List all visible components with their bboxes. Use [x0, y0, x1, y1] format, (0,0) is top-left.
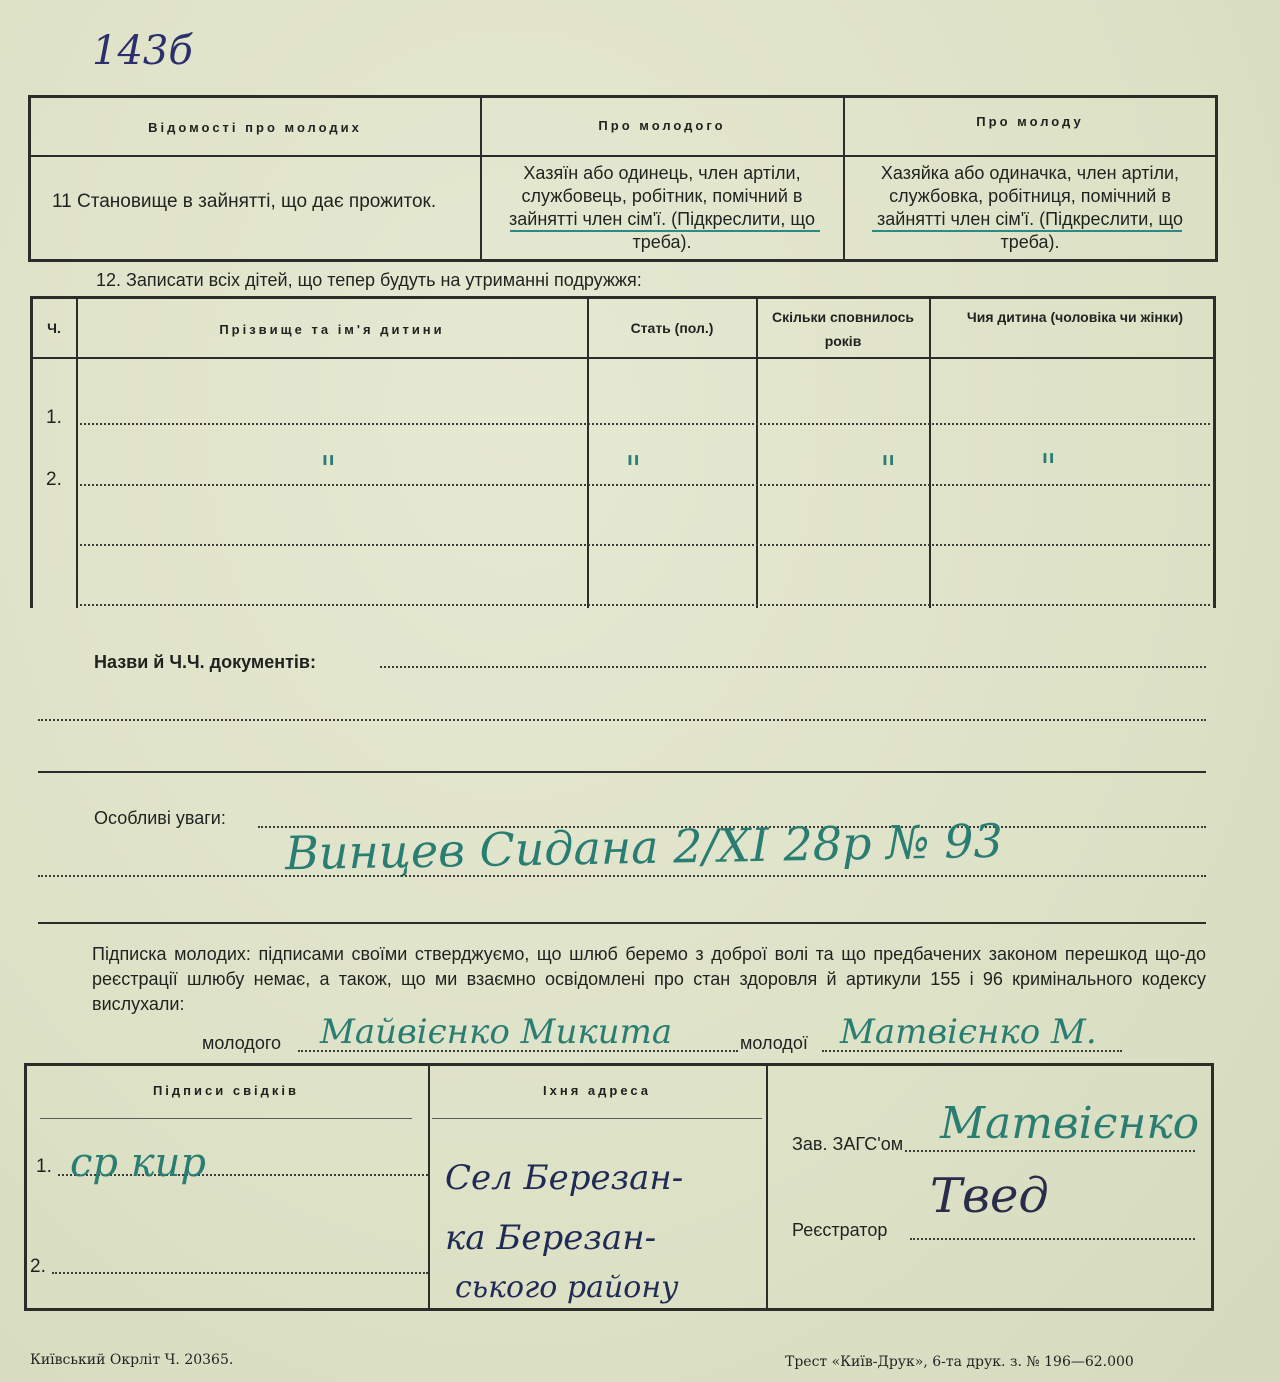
- child-row-number: 2.: [46, 469, 62, 490]
- documents-line: [380, 666, 1206, 668]
- groom-signature-label: молодого: [202, 1033, 282, 1053]
- bride-signature-label: молодої: [740, 1033, 808, 1053]
- witness-address-line: ка Березан-: [445, 1218, 657, 1258]
- children-table: [30, 296, 1216, 608]
- documents-label: Назви й Ч.Ч. документів:: [94, 652, 316, 672]
- header-info-about-couple: Відомості про молодих: [148, 120, 362, 135]
- bride-signature: Матвієнко М.: [840, 1012, 1097, 1052]
- witness-row-number: 1.: [36, 1156, 52, 1177]
- witness-address-line: ського району: [455, 1270, 679, 1305]
- child-row-number: 1.: [46, 407, 62, 428]
- col-sex: Стать (пол.): [630, 320, 714, 336]
- footer-printer-right: Трест «Київ-Друк», 6-та друк. з. № 196—62.000: [785, 1354, 1134, 1370]
- col-age: Скільки сповнилось років: [772, 309, 914, 349]
- registrar-signature: Твед: [930, 1168, 1049, 1224]
- footer-printer-left: Київський Окрліт Ч. 20365.: [30, 1352, 234, 1368]
- notes-label: Особливі уваги:: [94, 808, 226, 828]
- underline-mark: [510, 230, 820, 232]
- witness-row-number: 2.: [30, 1256, 46, 1277]
- notes-line: [38, 875, 1206, 877]
- ditto-mark: ": [625, 450, 642, 491]
- row11-bride-options: Хазяйка або одиначка, член артіли, службовка, робітниця, помічний в зайнятті член сім'ї. (Підкреслити, що треба).: [877, 163, 1183, 252]
- notes-handwritten: Винцев Сидана 2/XI 28р № 93: [284, 813, 1004, 881]
- section-divider: [38, 922, 1206, 924]
- header-about-bride: Про молоду: [976, 114, 1084, 129]
- ditto-mark: ": [320, 450, 337, 491]
- children-section-title: 12. Записати всіх дітей, що тепер будуть на утриманні подружжя:: [96, 270, 642, 290]
- registrar-label: Реєстратор: [792, 1220, 888, 1240]
- witness-address-line: Сел Березан-: [445, 1158, 684, 1198]
- witness1-signature: ср кир: [70, 1140, 206, 1186]
- zags-head-signature: Матвієнко: [940, 1098, 1200, 1149]
- archive-number: 143б: [92, 28, 193, 74]
- col-number: Ч.: [47, 320, 61, 336]
- underline-mark: [872, 230, 1182, 232]
- ditto-mark: ": [880, 450, 897, 491]
- header-about-groom: Про молодого: [598, 118, 726, 133]
- header-witness-address: Іхня адреса: [543, 1083, 651, 1098]
- row11-label: 11 Становище в зайнятті, що дає прожиток.: [52, 191, 437, 212]
- col-child-name: Прізвище та ім'я дитини: [219, 322, 445, 337]
- ditto-mark: ": [1040, 448, 1057, 489]
- col-whose-child: Чия дитина (чоловіка чи жінки): [966, 309, 1184, 325]
- zags-head-label: Зав. ЗАГС'ом: [792, 1134, 904, 1154]
- section-divider: [38, 771, 1206, 773]
- declaration-text: Підписка молодих: підписами своїми стверджуємо, що шлюб беремо з доброї волі та що предбачених законом перешкод що-до реєстрації шлюбу немає, а також, що ми взаємно освідомлені про стан здоровля й артикули 155 і 96 кримінального кодексу вислухали:: [92, 944, 1206, 1014]
- header-witness-signatures: Підписи свідків: [152, 1083, 300, 1098]
- groom-signature: Майвієнко Микита: [320, 1012, 673, 1052]
- documents-line: [38, 719, 1206, 721]
- row11-groom-options: Хазяїн або одинець, член артіли, службовець, робітник, помічний в зайнятті член сім'ї. (Підкреслити, що треба).: [509, 163, 815, 252]
